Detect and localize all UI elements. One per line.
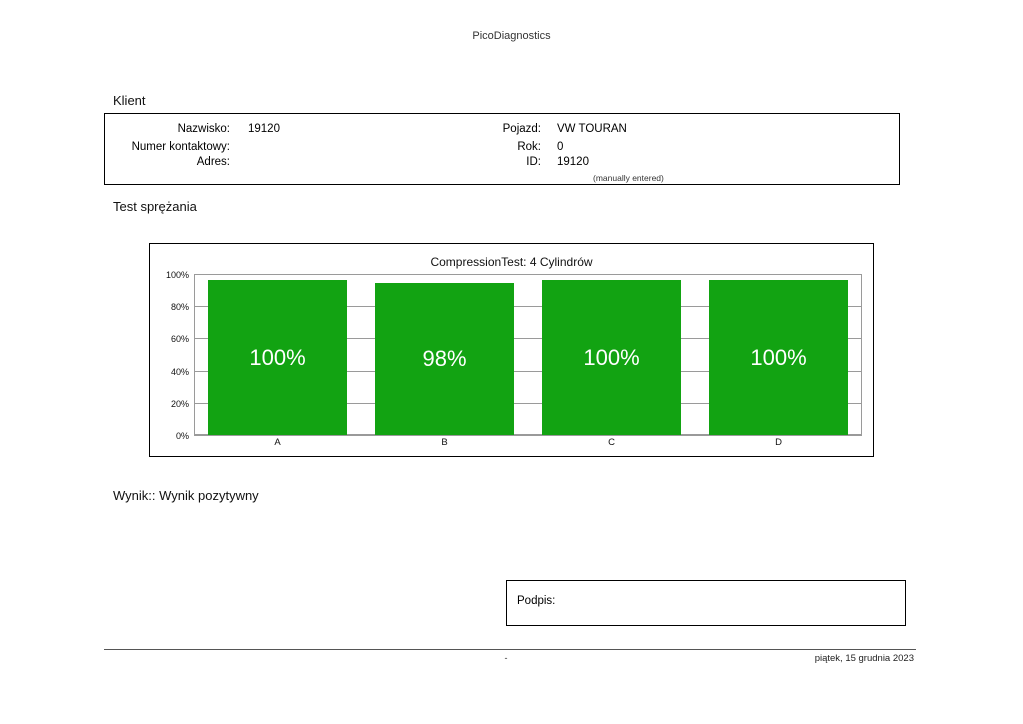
chart-bars — [194, 274, 862, 435]
signature-box — [506, 580, 906, 626]
document-title: PicoDiagnostics — [472, 30, 551, 42]
xlabel-a: A — [274, 437, 281, 448]
client-field-address — [115, 155, 248, 169]
client-field-name-value: 19120 — [248, 123, 280, 135]
vehicle-field-vehicle-value: VW TOURAN — [557, 123, 627, 135]
xlabel-d: D — [775, 437, 782, 448]
client-field-contact-label: Numer kontaktowy: — [131, 141, 230, 153]
vehicle-id-note: (manually entered) — [593, 173, 664, 183]
vehicle-field-id-value: 19120 — [557, 156, 589, 168]
ytick-label-40: 40% — [170, 366, 189, 377]
gridline-0 — [175, 431, 862, 441]
bar-slot-b — [375, 274, 514, 435]
vehicle-field-id-label: ID: — [526, 156, 541, 168]
test-section-label: Test sprężania — [113, 199, 197, 214]
bar-slot-c — [542, 274, 681, 435]
bar-d-value: 100% — [750, 344, 807, 370]
bar-c-value: 100% — [583, 344, 640, 370]
client-field-address-label: Adres: — [196, 156, 230, 168]
bar-a-value: 100% — [249, 344, 306, 370]
test-result-text: Wynik:: Wynik pozytywny — [113, 488, 259, 503]
bar-a — [208, 280, 347, 435]
vehicle-field-id — [485, 155, 589, 169]
ytick-label-0: 0% — [175, 431, 189, 441]
vehicle-field-year — [485, 140, 563, 154]
vehicle-field-year-value: 0 — [557, 141, 564, 153]
chart-title: CompressionTest: 4 Cylindrów — [430, 255, 593, 269]
xlabel-c: C — [608, 437, 615, 448]
signature-label: Podpis: — [517, 595, 556, 607]
client-section-label: Klient — [113, 93, 146, 108]
chart-plot-area — [165, 270, 862, 441]
ytick-label-20: 20% — [170, 398, 189, 409]
bar-b — [375, 283, 514, 435]
client-field-contact — [115, 140, 248, 154]
client-field-name — [115, 122, 280, 136]
bar-slot-a — [208, 274, 347, 435]
vehicle-field-vehicle-label: Pojazd: — [502, 123, 541, 135]
bar-c — [542, 280, 681, 435]
compression-chart — [149, 243, 874, 457]
footer-date: piątek, 15 grudnia 2023 — [814, 653, 914, 664]
footer-divider — [104, 649, 916, 650]
bar-b-value: 98% — [422, 346, 467, 372]
ytick-label-60: 60% — [170, 334, 189, 345]
vehicle-field-year-label: Rok: — [517, 141, 541, 153]
client-field-name-label: Nazwisko: — [177, 123, 230, 135]
client-info-box — [104, 113, 900, 185]
ytick-label-100: 100% — [165, 270, 189, 280]
bar-slot-d — [709, 274, 848, 435]
ytick-label-80: 80% — [170, 302, 189, 313]
bar-d — [709, 280, 848, 435]
xlabel-b: B — [441, 437, 448, 448]
footer-page-number: - — [504, 653, 508, 663]
chart-x-labels — [194, 437, 862, 448]
vehicle-field-vehicle — [485, 122, 627, 136]
